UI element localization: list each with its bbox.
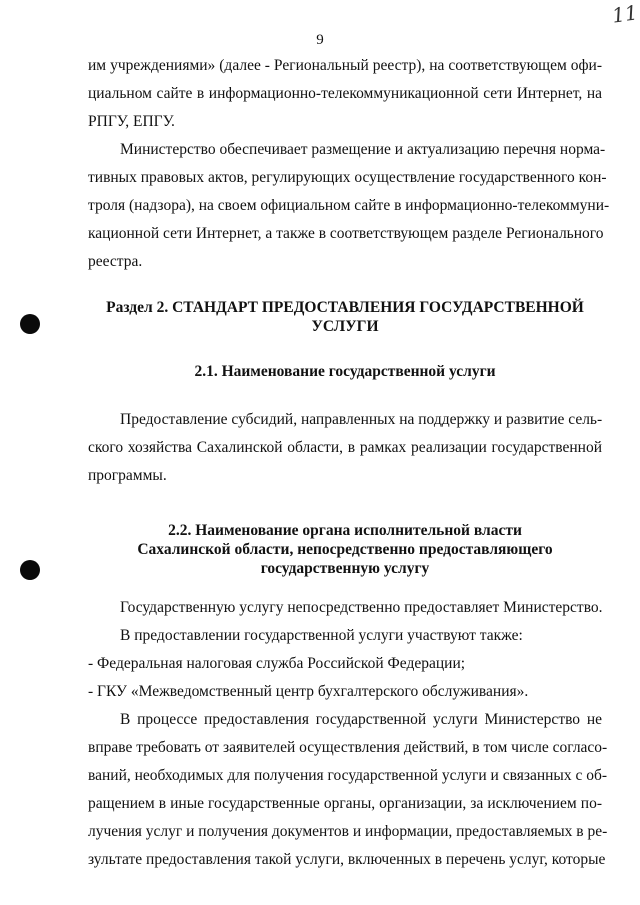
section-heading bbox=[88, 298, 602, 336]
text-line: лучения услуг и получения документов и информации, предоставляемых в ре- bbox=[88, 823, 608, 840]
heading-line: Сахалинской области, непосредственно предоставляющего bbox=[137, 541, 553, 558]
document-body bbox=[88, 52, 610, 874]
list-item: - ГКУ «Межведомственный центр бухгалтерского обслуживания». bbox=[88, 683, 529, 700]
text-line: вправе требовать от заявителей осуществления действий, в том числе согласо- bbox=[88, 739, 608, 756]
punch-hole-mark bbox=[20, 560, 40, 580]
paragraph-registry bbox=[88, 52, 602, 136]
text-line: Министерство обеспечивает размещение и актуализацию перечня норма- bbox=[120, 141, 606, 158]
text-line: программы. bbox=[88, 467, 167, 484]
text-line: В процессе предоставления государственной услуги Министерство не bbox=[120, 711, 602, 728]
text-line: кационной сети Интернет, а также в соответствующем разделе Регионального bbox=[88, 225, 604, 242]
text-line: Предоставление субсидий, направленных на поддержку и развитие сель- bbox=[120, 411, 603, 428]
handwritten-page-number: 11 bbox=[610, 0, 639, 28]
page-number: 9 bbox=[316, 32, 324, 48]
heading-line: УСЛУГИ bbox=[311, 318, 379, 335]
text-line: реестра. bbox=[88, 253, 143, 270]
text-line: ращением в иные государственные органы, организации, за исключением по- bbox=[88, 795, 602, 812]
text-line: зультате предоставления такой услуги, включенных в перечень услуг, которые bbox=[88, 851, 606, 868]
text-line: циальном сайте в информационно-телекоммуникационной сети Интернет, на bbox=[88, 85, 602, 102]
text-line: им учреждениями» (далее - Региональный реестр), на соответствующем офи- bbox=[88, 57, 602, 74]
text-line: РПГУ, ЕПГУ. bbox=[88, 113, 175, 130]
heading-line: 2.2. Наименование органа исполнительной власти bbox=[168, 522, 522, 539]
text-line: В предоставлении государственной услуги участвуют также: bbox=[120, 627, 523, 644]
text-line: ского хозяйства Сахалинской области, в рамках реализации государственной bbox=[88, 439, 602, 456]
subsection-heading: 2.1. Наименование государственной услуги bbox=[194, 363, 496, 380]
paragraph-restrictions bbox=[88, 706, 608, 874]
subsection-heading bbox=[88, 521, 602, 578]
heading-line: государственную услугу bbox=[260, 560, 430, 577]
paragraph-ministry-acts bbox=[88, 136, 610, 276]
punch-hole-mark bbox=[20, 314, 40, 334]
text-line: Государственную услугу непосредственно предоставляет Министерство. bbox=[120, 599, 603, 616]
heading-line: Раздел 2. СТАНДАРТ ПРЕДОСТАВЛЕНИЯ ГОСУДАРСТВЕННОЙ bbox=[106, 299, 584, 316]
list-item: - Федеральная налоговая служба Российской Федерации; bbox=[88, 655, 466, 672]
text-line: ваний, необходимых для получения государственной услуги и связанных с об- bbox=[88, 767, 608, 784]
text-line: тивных правовых актов, регулирующих осуществление государственного кон- bbox=[88, 169, 607, 186]
paragraph-service-name bbox=[88, 406, 602, 490]
text-line: троля (надзора), на своем официальном сайте в информационно-телекоммуни- bbox=[88, 197, 610, 214]
